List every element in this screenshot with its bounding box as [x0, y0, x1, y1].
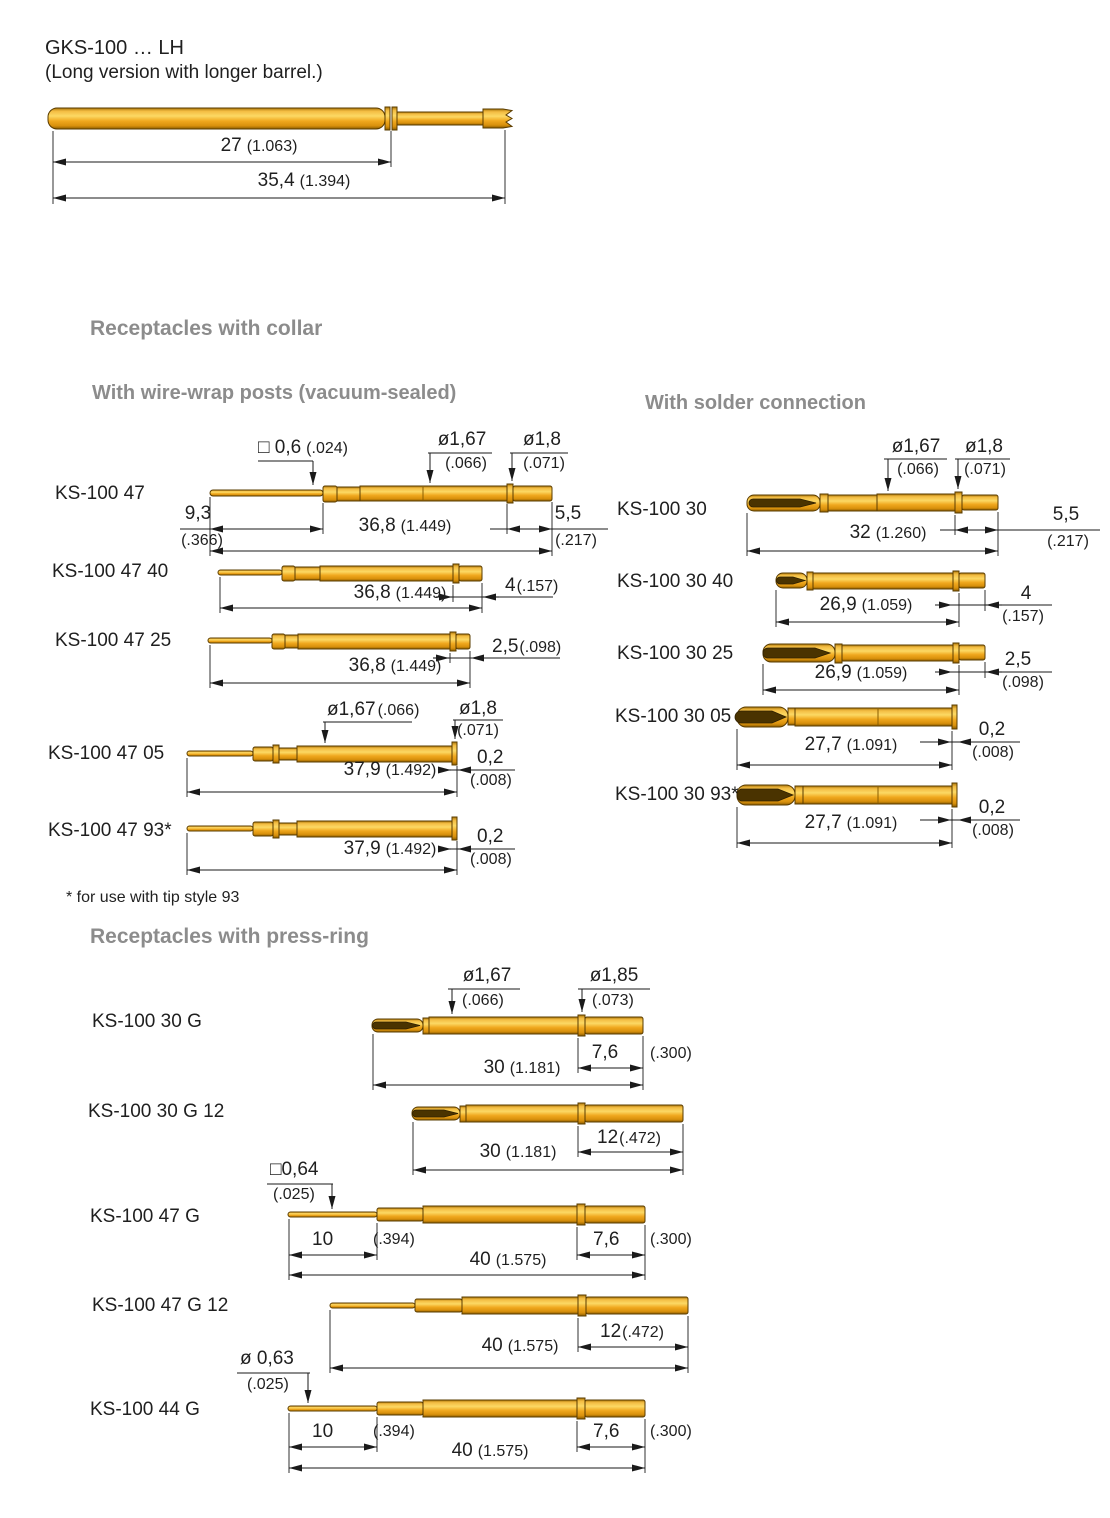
inch-value: (1.181)	[509, 1060, 561, 1077]
inch-value: (.098)	[519, 639, 562, 656]
dim-length	[480, 1142, 557, 1162]
inch-value: (1.449)	[395, 585, 447, 602]
inch-value: (1.091)	[846, 815, 898, 832]
mm-value: 30	[483, 1057, 505, 1078]
probe-name: KS-100 30	[617, 499, 707, 520]
dim-right-in: (.008)	[470, 772, 512, 789]
probe-name: KS-100 30 25	[617, 643, 734, 664]
dim-post-mm: 10	[312, 1229, 334, 1250]
heading-wire-wrap: With wire-wrap posts (vacuum-sealed)	[92, 382, 457, 404]
dim-length	[815, 663, 908, 683]
dim-right	[492, 637, 561, 657]
callout-dia2-in: (.071)	[457, 722, 499, 739]
mm-value: 4	[505, 575, 516, 596]
probe-crown-tip	[483, 109, 512, 128]
dim-right-mm: 5,5	[1052, 504, 1080, 525]
dim-gks-total	[258, 171, 351, 191]
dim-right-in: (.300)	[650, 1231, 692, 1248]
dim-length	[344, 760, 437, 780]
dim-right-mm: 7,6	[591, 1042, 619, 1063]
solder-slot	[749, 499, 816, 507]
dim-length	[344, 839, 437, 859]
dim-right-in: (.008)	[972, 822, 1014, 839]
wire-wrap-post	[210, 490, 323, 496]
probe-name: KS-100 47 25	[55, 630, 172, 651]
mm-value: 40	[481, 1335, 503, 1356]
inch-value: (1.449)	[390, 658, 442, 675]
dim-right-in: (.098)	[1002, 674, 1044, 691]
dim-right-mm: 0,2	[477, 747, 504, 768]
press-ring	[578, 1015, 585, 1036]
mm-value: 36,8	[358, 515, 396, 536]
inch-value: (1.492)	[385, 762, 437, 779]
dim-length	[354, 583, 447, 603]
probe-name: KS-100 30 05	[615, 706, 732, 727]
dim-length	[359, 516, 452, 536]
callout-post-dia-mm: ø 0,63	[240, 1348, 294, 1369]
inch-value: (1.575)	[507, 1338, 559, 1355]
heading-solder: With solder connection	[645, 392, 866, 414]
mm-value: 12	[600, 1321, 622, 1342]
probe-name: KS-100 47 G 12	[92, 1295, 229, 1316]
probe-ring	[385, 107, 390, 130]
callout-dia2-in: (.073)	[592, 992, 634, 1009]
probe-name: KS-100 30 93*	[615, 784, 739, 805]
mm-value: 36,8	[348, 655, 386, 676]
mm-value: 26,9	[814, 662, 852, 683]
inch-value: (1.181)	[505, 1144, 557, 1161]
dim-right	[600, 1322, 664, 1342]
dim-right-in: (.300)	[650, 1423, 692, 1440]
inch-value: (1.492)	[385, 841, 437, 858]
dim-right-mm: 4	[1020, 583, 1032, 604]
mm-value: 2,5	[492, 636, 519, 657]
mm-value: 40	[451, 1440, 473, 1461]
probe-name: KS-100 47 93*	[48, 820, 172, 841]
dim-right-mm: 5,5	[554, 503, 582, 524]
probe-name: KS-100 47 40	[52, 561, 169, 582]
dim-right-in: (.300)	[650, 1045, 692, 1062]
callout-dia2-in: (.071)	[523, 455, 565, 472]
dim-length	[850, 523, 927, 543]
probe-name: KS-100 47 05	[48, 743, 165, 764]
inch-value: (1.394)	[299, 173, 351, 190]
inch-value: (1.449)	[400, 518, 452, 535]
probe-plunger	[397, 112, 483, 125]
callout-square-post	[258, 438, 348, 458]
callout-dia1-in: (.066)	[462, 992, 504, 1009]
callout-post-dia-in: (.025)	[247, 1376, 289, 1393]
heading-press-ring: Receptacles with press-ring	[90, 925, 369, 948]
callout-dia1-in: (.066)	[897, 461, 939, 478]
callout-dia2-in: (.071)	[964, 461, 1006, 478]
dim-right-in: (.217)	[555, 532, 597, 549]
inch-value: (1.059)	[861, 597, 913, 614]
callout-square-post-mm: □0,64	[270, 1159, 319, 1180]
mm-value: 37,9	[343, 838, 381, 859]
dim-length	[470, 1250, 547, 1270]
dim-length	[452, 1441, 529, 1461]
callout-dia1	[327, 700, 419, 720]
mm-value: 30	[479, 1141, 501, 1162]
dim-right-mm: 0,2	[477, 826, 504, 847]
callout-dia1-in: (.066)	[445, 455, 487, 472]
callout-square-post-in: (.025)	[273, 1186, 315, 1203]
dim-right	[505, 576, 558, 596]
mm-value: ø1,67	[327, 699, 376, 720]
dim-right-mm: 7,6	[593, 1229, 620, 1250]
dim-right-mm: 0,2	[978, 719, 1006, 740]
dim-right-in: (.157)	[1002, 608, 1044, 625]
inch-value: (.157)	[516, 578, 559, 595]
probe-name: KS-100 47 G	[90, 1206, 200, 1227]
inch-value: (.066)	[377, 702, 420, 719]
probe-drawing-ks-100-44-g	[237, 1373, 645, 1473]
dim-right-mm: 2,5	[1004, 649, 1032, 670]
inch-value: (1.063)	[246, 138, 298, 155]
dim-left-mm: 9,3	[184, 503, 212, 524]
dim-length	[805, 813, 898, 833]
mm-value: 27,7	[804, 734, 842, 755]
callout-dia1-mm: ø1,67	[462, 965, 512, 986]
inch-value: (1.575)	[477, 1443, 529, 1460]
dim-right	[597, 1128, 661, 1148]
callout-dia2-mm: ø1,8	[964, 436, 1004, 457]
dim-right-in: (.008)	[470, 851, 512, 868]
inch-value: (1.059)	[856, 665, 908, 682]
collar-ring	[507, 484, 513, 503]
dim-gks-length	[221, 136, 298, 156]
inch-value: (.472)	[622, 1324, 664, 1341]
probe-name: KS-100 47	[55, 483, 145, 504]
mm-value: 27,7	[804, 812, 842, 833]
end-collar	[452, 742, 457, 765]
inch-value: (.472)	[619, 1130, 661, 1147]
probe-name: KS-100 44 G	[90, 1399, 200, 1420]
probe-ring	[392, 107, 397, 130]
mm-value: 12	[597, 1127, 619, 1148]
inch-value: (1.575)	[495, 1252, 547, 1269]
mm-value: 27	[220, 135, 242, 156]
dim-length	[820, 595, 913, 615]
mm-value: □ 0,6	[258, 437, 302, 458]
dim-right-mm: 7,6	[593, 1421, 620, 1442]
dim-left-in: (.366)	[181, 532, 223, 549]
page-subtitle: (Long version with longer barrel.)	[45, 62, 323, 83]
page-title: GKS-100 … LH	[45, 37, 184, 59]
inch-value: (.024)	[306, 440, 348, 457]
mm-value: 40	[469, 1249, 491, 1270]
dim-right-in: (.217)	[1047, 533, 1089, 550]
dim-post-in: (.394)	[373, 1423, 415, 1440]
callout-dia1-mm: ø1,67	[891, 436, 941, 457]
heading-receptacles-collar: Receptacles with collar	[90, 317, 323, 340]
mm-value: 26,9	[819, 594, 857, 615]
dim-length	[484, 1058, 561, 1078]
probe-name: KS-100 30 40	[617, 571, 734, 592]
dim-length	[482, 1336, 559, 1356]
footnote: * for use with tip style 93	[66, 889, 240, 906]
inch-value: (1.260)	[875, 525, 927, 542]
probe-name: KS-100 30 G 12	[88, 1101, 225, 1122]
callout-dia2-mm: ø1,8	[522, 429, 562, 450]
probe-barrel	[48, 108, 385, 129]
callout-dia2-mm: ø1,85	[589, 965, 639, 986]
mm-value: 35,4	[257, 170, 295, 191]
dim-post-mm: 10	[312, 1421, 334, 1442]
dim-length	[805, 735, 898, 755]
callout-dia1-mm: ø1,67	[437, 429, 487, 450]
dim-right-mm: 0,2	[978, 797, 1006, 818]
inch-value: (1.091)	[846, 737, 898, 754]
mm-value: 32	[849, 522, 871, 543]
mm-value: 36,8	[353, 582, 391, 603]
dim-right-in: (.008)	[972, 744, 1014, 761]
dim-post-in: (.394)	[373, 1231, 415, 1248]
callout-dia2-mm: ø1,8	[458, 698, 498, 719]
dim-length	[349, 656, 442, 676]
probe-name: KS-100 30 G	[92, 1011, 202, 1032]
mm-value: 37,9	[343, 759, 381, 780]
